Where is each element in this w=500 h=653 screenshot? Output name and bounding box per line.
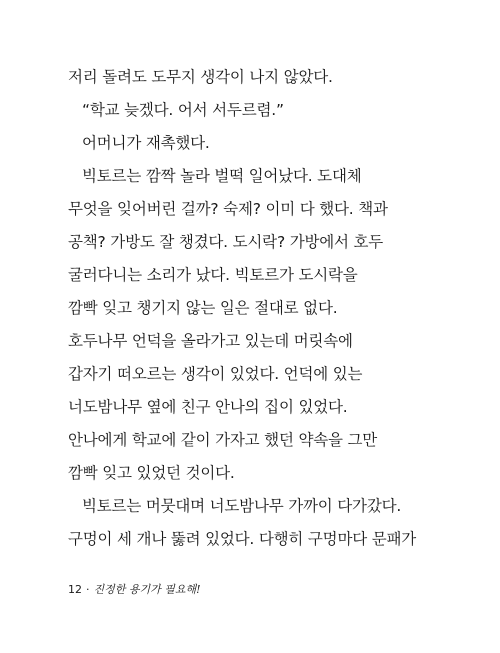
text-line: 저리 돌려도 도무지 생각이 나지 않았다. (68, 68, 333, 86)
running-title: 진정한 용기가 필요해! (93, 583, 201, 596)
text-line: 갑자기 떠오르는 생각이 있었다. 언덕에 있는 (68, 365, 363, 383)
text-line: 깜빡 잊고 챙기지 않는 일은 절대로 없다. (68, 299, 338, 317)
body-text (68, 70, 448, 565)
footer-separator: · (86, 583, 90, 596)
text-line: 깜빡 잊고 있었던 것이다. (68, 464, 235, 482)
text-line: “학교 늦겠다. 어서 서두르렴.” (82, 101, 284, 119)
text-line: 너도밤나무 옆에 친구 안나의 집이 있었다. (68, 398, 348, 416)
text-line: 무엇을 잊어버린 걸까? 숙제? 이미 다 했다. 책과 (68, 200, 388, 218)
text-line: 구멍이 세 개나 뚫려 있었다. 다행히 구멍마다 문패가 (68, 530, 417, 548)
text-line: 빅토르는 깜짝 놀라 벌떡 일어났다. 도대체 (82, 167, 362, 185)
text-line: 안나에게 학교에 같이 가자고 했던 약속을 그만 (68, 431, 378, 449)
text-line: 빅토르는 머뭇대며 너도밤나무 가까이 다가갔다. (82, 497, 402, 515)
page-number: 12 (68, 583, 82, 596)
text-line: 공책? 가방도 잘 챙겼다. 도시락? 가방에서 호두 (68, 233, 384, 251)
text-line: 어머니가 재촉했다. (82, 134, 210, 152)
text-line: 호두나무 언덕을 올라가고 있는데 머릿속에 (68, 332, 353, 350)
page-footer (68, 583, 201, 597)
text-line: 굴러다니는 소리가 났다. 빅토르가 도시락을 (68, 266, 358, 284)
